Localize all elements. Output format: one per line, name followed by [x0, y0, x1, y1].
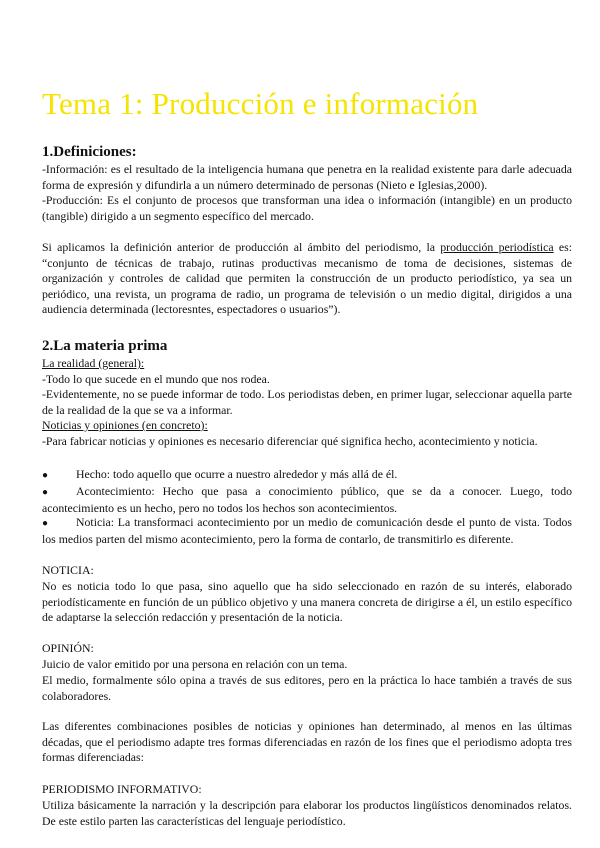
paragraph-produccion: -Producción: Es el conjunto de procesos que transforman una idea o información (intangible) en un producto (tangible) dirigido a un segmento específico del mercado. [42, 193, 572, 223]
paragraph-opinion-2: El medio, formalmente sólo opina a través de sus editores, pero en la práctica lo hace también a través de sus colaboradores. [42, 673, 572, 703]
paragraph-informacion: -Información: es el resultado de la inteligencia humana que penetra en la realidad existente para darle adecuada forma de expresión y difundirla a un número determinado de personas (Nieto e Iglesias,2000). [42, 162, 572, 192]
paragraph-noticias-1: -Para fabricar noticias y opiniones es necesario diferenciar qué significa hecho, acontecimiento y noticia. [42, 434, 538, 448]
paragraph-produccion-periodistica [42, 240, 572, 318]
underlined-label: Noticias y opiniones (en concreto): [42, 418, 208, 432]
underlined-label: La realidad (general): [42, 356, 145, 370]
paragraph-combinaciones: Las diferentes combinaciones posibles de noticias y opiniones han determinado, al menos en las últimas décadas, que el periodismo adapte tres formas diferenciadas en razón de los fines que el periodismo adopta tres formas diferenciadas: [42, 719, 572, 764]
paragraph-noticia: No es noticia todo lo que pasa, sino aquello que ha sido seleccionado en razón de su interés, elaborado periodísticamente en función de un público objetivo y una manera concreta de dirigirse a él, un estilo específico de adaptarse la selección redacción y presentación de la noticia. [42, 579, 572, 624]
paragraph-opinion-1: Juicio de valor emitido por una persona en relación con un tema. [42, 657, 348, 671]
list-item-text: Acontecimiento: Hecho que pasa a conocimiento público, que se da a conocer. Luego, todo acontecimiento es un hecho, pero no todos los hechos son acontecimientos. [42, 484, 572, 515]
paragraph-realidad-1: -Todo lo que sucede en el mundo que nos rodea. [42, 372, 270, 386]
bullet-icon: ● [42, 470, 49, 481]
paragraph-realidad-2: -Evidentemente, no se puede informar de todo. Los periodistas deben, en primer lugar, seleccionar aquella parte de la realidad de la que se va a informar. [42, 387, 572, 417]
label-periodismo-informativo: PERIODISMO INFORMATIVO: [42, 782, 202, 796]
section-heading-materia-prima: 2.La materia prima [42, 338, 168, 354]
bullet-icon: ● [42, 518, 49, 529]
subheading-noticias-opiniones [42, 418, 572, 434]
label-noticia: NOTICIA: [42, 563, 94, 577]
underlined-term: producción periodística [440, 240, 554, 254]
list-item [42, 484, 572, 516]
list-item-text: Noticia: La transformaci acontecimiento por un medio de comunicación desde el punto de vista. Todos los medios parten del mismo acontecimiento, pero la forma de contarlo, de transmitirlo es diferente. [42, 515, 572, 546]
text-run: es: “conjunto de técnicas de trabajo, rutinas productivas mecanismo de toma de decisiones, sistemas de organización y controles de calidad que permiten la construcción de un producto periodístico, ya sea un periódico, una revista, un programa de radio, un programa de televisión o un medio digital, dirigidos a una audiencia determinada (lectoresntes, espectadores o usuarios”). [42, 240, 572, 316]
list-item [42, 515, 572, 547]
text-run: Si aplicamos la definición anterior de producción al ámbito del periodismo, la [42, 240, 441, 254]
subheading-realidad [42, 356, 572, 372]
page-title: Tema 1: Producción e información [42, 86, 479, 121]
list-item-text: Hecho: todo aquello que ocurre a nuestro alrededor y más allá de él. [76, 467, 398, 481]
section-heading-definiciones: 1.Definiciones: [42, 144, 137, 160]
label-opinion: OPINIÓN: [42, 641, 94, 655]
paragraph-periodismo-informativo: Utiliza básicamente la narración y la descripción para elaborar los productos lingüísticos denominados relatos. De este estilo parten las características del lenguaje periodístico. [42, 798, 572, 828]
bullet-icon: ● [42, 487, 49, 498]
list-item [42, 467, 572, 484]
